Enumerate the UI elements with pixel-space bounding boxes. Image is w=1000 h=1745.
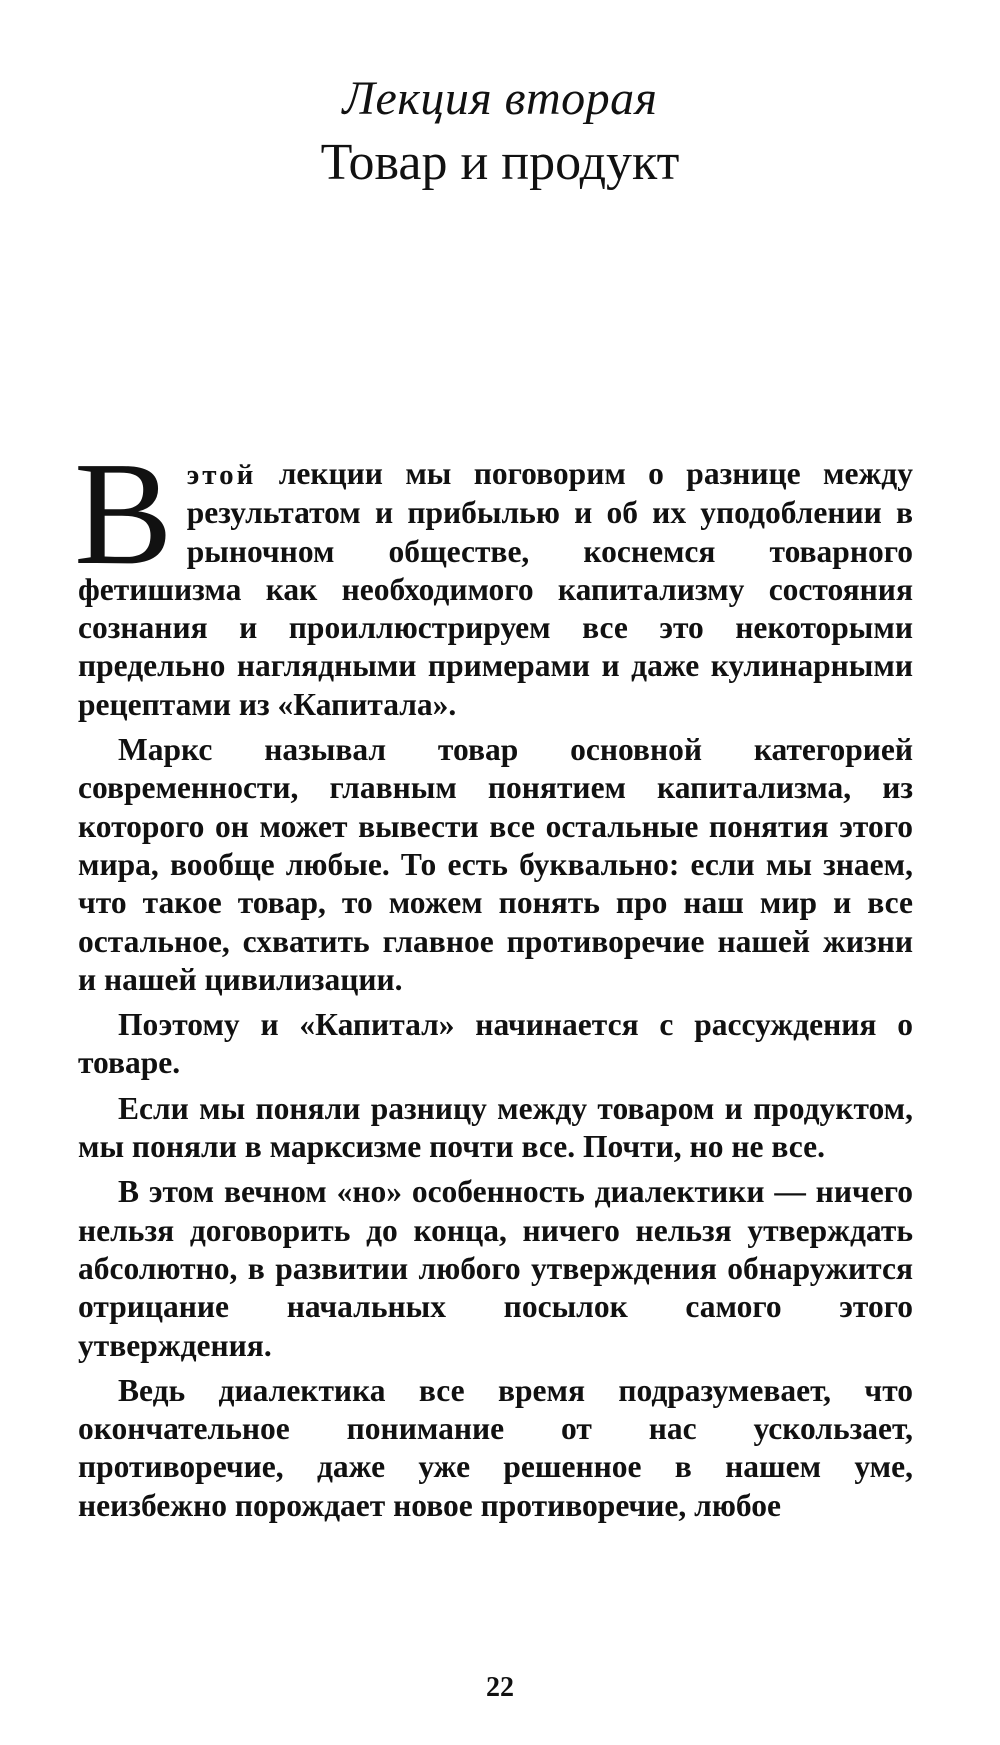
page-number: 22: [486, 1672, 514, 1703]
body-text: [74, 432, 913, 1525]
lecture-number: Лекция вторая: [342, 72, 658, 125]
drop-cap: В: [74, 432, 173, 596]
paragraph-text: лекции мы поговорим о разнице между результатом и прибылью и об их уподоблении в рыночном обществе, коснемся товарного фетишизма как необходимого капитализму состояния сознания и проиллюстрируем все это некоторыми предельно наглядными примерами и даже кулинарными рецептами из «Капитала».: [78, 456, 913, 722]
paragraph: В этом вечном «но» особенность диалектики — ничего нельзя договорить до конца, ничего нельзя утверждать абсолютно, в развитии любого утверждения обнаружится отрицание начальных посылок самого этого утверждения.: [78, 1174, 913, 1363]
paragraph: Маркс называл товар основной категорией современности, главным понятием капитализма, из которого он может вывести все остальные понятия этого мира, вообще любые. То есть буквально: если мы знаем, что такое товар, то можем понять про наш мир и все остальное, схватить главное противоречие нашей жизни и нашей цивилизации.: [78, 732, 913, 997]
paragraph: [74, 432, 913, 724]
paragraph: Ведь диалектика все время подразумевает, что окончательное понимание от нас ускользает, противоречие, даже уже решенное в нашем уме, неизбежно порождает новое противоречие, любое: [78, 1372, 913, 1523]
paragraph: Если мы поняли разницу между товаром и продуктом, мы поняли в марксизме почти все. Почти, но не все.: [78, 1090, 913, 1165]
lead-in-word: этой: [186, 459, 257, 491]
chapter-heading: [0, 70, 1000, 196]
paragraph: Поэтому и «Капитал» начинается с рассуждения о товаре.: [78, 1007, 913, 1081]
chapter-title: Товар и продукт: [320, 134, 680, 191]
